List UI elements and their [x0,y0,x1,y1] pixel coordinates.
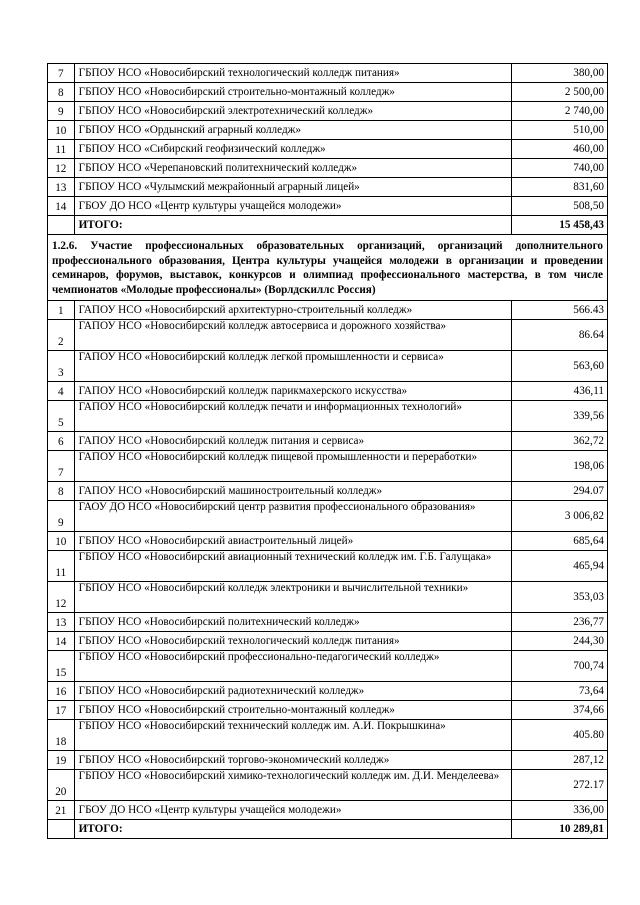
row-number: 20 [48,770,75,801]
table-row [48,613,608,632]
amount: 460,00 [511,140,607,159]
organization-name: ГАПОУ НСО «Новосибирский машиностроительный колледж» [74,482,511,501]
amount: 272.17 [511,770,607,801]
row-number: 19 [48,751,75,770]
organization-name: ГБОУ ДО НСО «Центр культуры учащейся молодежи» [74,197,511,216]
row-number: 14 [48,197,75,216]
row-number: 3 [48,351,75,382]
section-heading: 1.2.6. Участие профессиональных образовательных организаций, организаций дополнительного профессионального образования, Центра культуры учащейся молодежи в организации и проведении семинаров, форумов, выставок, конкурсов и олимпиад профессионального мастерства, в том числе чемпионатов «Молодые профессионалы» (Ворлдскиллс Россия) [48,235,608,301]
table-row [48,121,608,140]
total-amount: 15 458,43 [511,216,607,235]
row-number: 5 [48,401,75,432]
row-number: 16 [48,682,75,701]
table-row [48,632,608,651]
amount: 353,03 [511,582,607,613]
table-row [48,64,608,83]
table-row [48,532,608,551]
organization-name: ГБПОУ НСО «Новосибирский химико-технологический колледж им. Д.И. Менделеева» [74,770,511,801]
organization-name: ГБПОУ НСО «Новосибирский профессионально-педагогический колледж» [74,651,511,682]
table-row [48,197,608,216]
table-row [48,432,608,451]
organization-name: ГБПОУ НСО «Новосибирский технический колледж им. А.И. Покрышкина» [74,720,511,751]
organization-name: ГБПОУ НСО «Новосибирский строительно-монтажный колледж» [74,83,511,102]
row-number: 13 [48,178,75,197]
row-number [48,820,75,839]
organization-name: ГБПОУ НСО «Сибирский геофизический колледж» [74,140,511,159]
organization-name: ГБПОУ НСО «Новосибирский строительно-монтажный колледж» [74,701,511,720]
table-row [48,801,608,820]
table-row [48,140,608,159]
organization-name: ГАОУ ДО НСО «Новосибирский центр развития профессионального образования» [74,501,511,532]
amount: 831,60 [511,178,607,197]
table-row [48,482,608,501]
row-number: 8 [48,482,75,501]
table-row [48,451,608,482]
organization-name: ГБПОУ НСО «Новосибирский авиационный технический колледж им. Г.Б. Галущака» [74,551,511,582]
amount: 294.07 [511,482,607,501]
amount: 362,72 [511,432,607,451]
table-row [48,582,608,613]
row-number: 9 [48,501,75,532]
organization-name: ГАПОУ НСО «Новосибирский колледж парикмахерского искусства» [74,382,511,401]
amount: 339,56 [511,401,607,432]
organization-name: ГАПОУ НСО «Новосибирский архитектурно-строительный колледж» [74,301,511,320]
amount: 380,00 [511,64,607,83]
amount: 198,06 [511,451,607,482]
table-row [48,701,608,720]
amount: 374,66 [511,701,607,720]
table-row [48,751,608,770]
row-number: 12 [48,582,75,613]
row-number: 8 [48,83,75,102]
amount: 740,00 [511,159,607,178]
total-label: ИТОГО: [74,820,511,839]
table-row [48,178,608,197]
table-row [48,382,608,401]
amount: 73,64 [511,682,607,701]
table-row [48,682,608,701]
organization-name: ГБПОУ НСО «Ордынский аграрный колледж» [74,121,511,140]
amount: 465,94 [511,551,607,582]
total-amount: 10 289,81 [511,820,607,839]
organization-name: ГАПОУ НСО «Новосибирский колледж печати и информационных технологий» [74,401,511,432]
row-number: 14 [48,632,75,651]
total-label: ИТОГО: [74,216,511,235]
total-row [48,820,608,839]
row-number: 7 [48,64,75,83]
table-row [48,501,608,532]
organization-name: ГАПОУ НСО «Новосибирский колледж пищевой промышленности и переработки» [74,451,511,482]
amount: 244,30 [511,632,607,651]
organization-name: ГБОУ ДО НСО «Центр культуры учащейся молодежи» [74,801,511,820]
table-row [48,651,608,682]
amount: 2 740,00 [511,102,607,121]
table-row [48,720,608,751]
row-number: 9 [48,102,75,121]
row-number: 10 [48,532,75,551]
table-row [48,351,608,382]
organization-name: ГБПОУ НСО «Черепановский политехнический колледж» [74,159,511,178]
amount: 700,74 [511,651,607,682]
row-number: 13 [48,613,75,632]
amount: 563,60 [511,351,607,382]
organization-name: ГАПОУ НСО «Новосибирский колледж питания и сервиса» [74,432,511,451]
organization-name: ГАПОУ НСО «Новосибирский колледж легкой промышленности и сервиса» [74,351,511,382]
amount: 236,77 [511,613,607,632]
organization-name: ГБПОУ НСО «Новосибирский колледж электроники и вычислительной техники» [74,582,511,613]
row-number: 17 [48,701,75,720]
row-number: 11 [48,140,75,159]
table-row [48,102,608,121]
amount: 336,00 [511,801,607,820]
table-row [48,551,608,582]
row-number: 2 [48,320,75,351]
organization-name: ГБПОУ НСО «Новосибирский политехнический колледж» [74,613,511,632]
table-row [48,83,608,102]
row-number: 12 [48,159,75,178]
amount: 685,64 [511,532,607,551]
organization-name: ГБПОУ НСО «Новосибирский электротехнический колледж» [74,102,511,121]
amount: 3 006,82 [511,501,607,532]
organization-name: ГАПОУ НСО «Новосибирский колледж автосервиса и дорожного хозяйства» [74,320,511,351]
table-row [48,159,608,178]
row-number: 11 [48,551,75,582]
amount: 405.80 [511,720,607,751]
organization-name: ГБПОУ НСО «Новосибирский технологический колледж питания» [74,632,511,651]
row-number: 21 [48,801,75,820]
amount: 436,11 [511,382,607,401]
row-number: 6 [48,432,75,451]
table-row [48,301,608,320]
organization-name: ГБПОУ НСО «Новосибирский технологический колледж питания» [74,64,511,83]
row-number: 4 [48,382,75,401]
table-row [48,770,608,801]
amount: 86.64 [511,320,607,351]
amount: 508,50 [511,197,607,216]
organization-name: ГБПОУ НСО «Новосибирский авиастроительный лицей» [74,532,511,551]
amount: 287,12 [511,751,607,770]
row-number: 15 [48,651,75,682]
organization-name: ГБПОУ НСО «Новосибирский радиотехнический колледж» [74,682,511,701]
amount: 2 500,00 [511,83,607,102]
row-number [48,216,75,235]
row-number: 7 [48,451,75,482]
row-number: 18 [48,720,75,751]
organization-name: ГБПОУ НСО «Чулымский межрайонный аграрный лицей» [74,178,511,197]
amount: 510,00 [511,121,607,140]
amount: 566.43 [511,301,607,320]
row-number: 1 [48,301,75,320]
section-heading-row [48,235,608,301]
total-row [48,216,608,235]
budget-table [47,63,608,839]
organization-name: ГБПОУ НСО «Новосибирский торгово-экономический колледж» [74,751,511,770]
table-row [48,401,608,432]
row-number: 10 [48,121,75,140]
table-row [48,320,608,351]
